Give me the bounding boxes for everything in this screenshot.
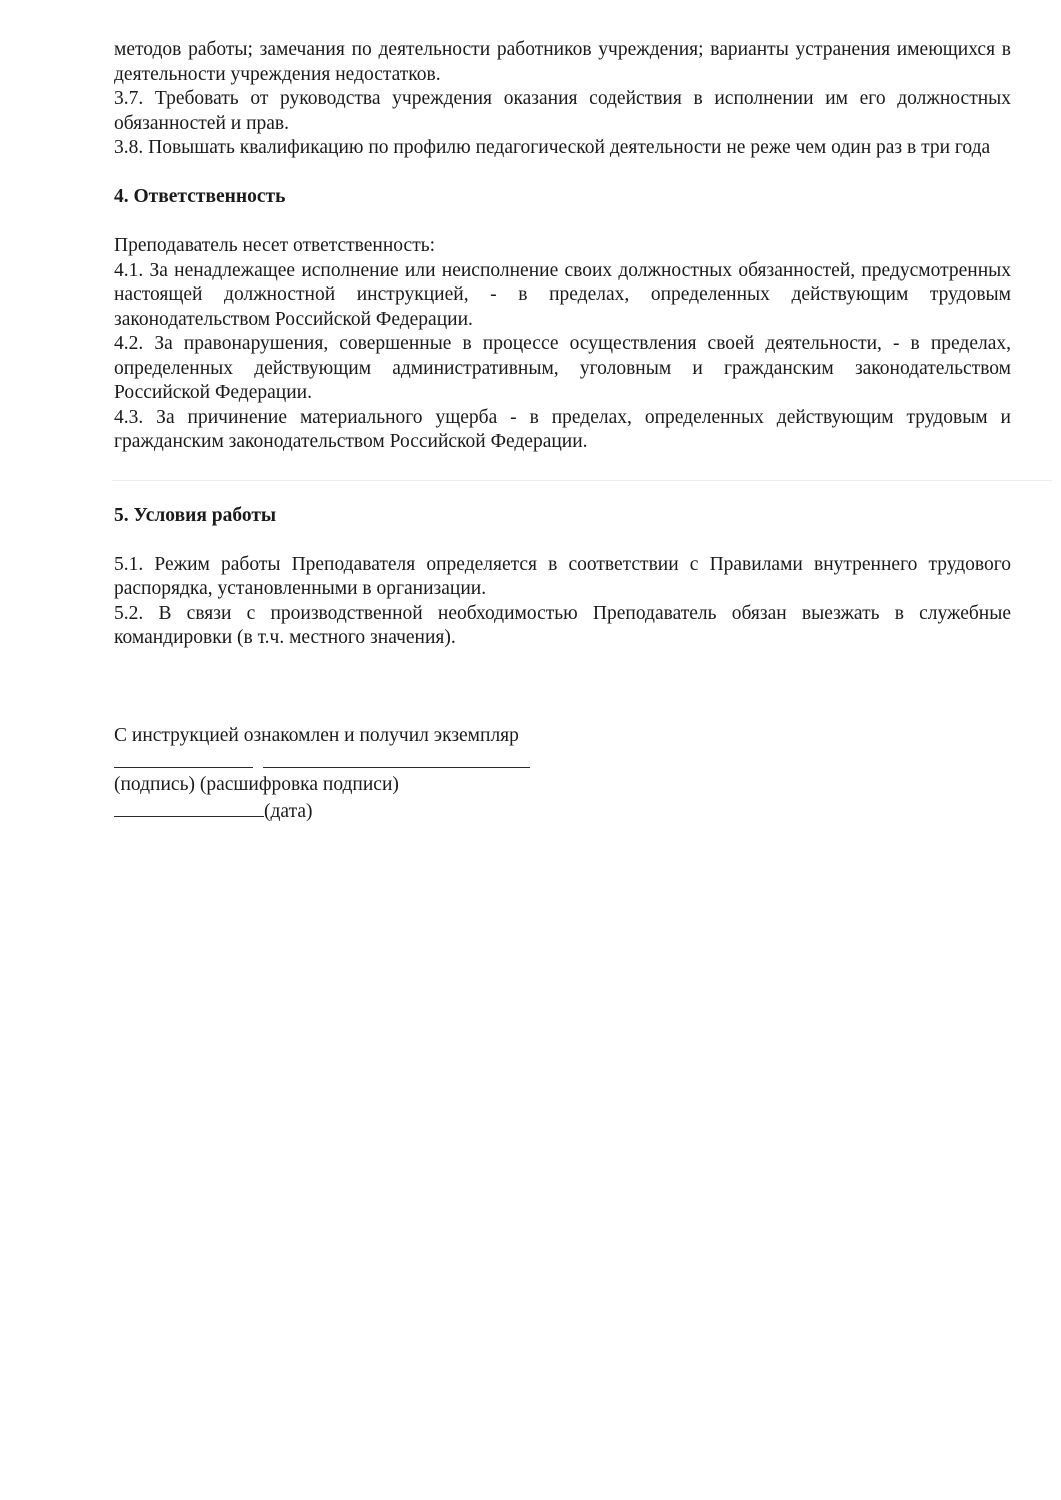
signature-lines-row bbox=[114, 749, 1011, 774]
date-line bbox=[114, 798, 264, 817]
signature-line bbox=[114, 749, 253, 768]
spacer bbox=[114, 455, 1011, 504]
section-3-continuation: методов работы; замечания по деятельности работников учреждения; варианты устранения имеющихся в деятельности учреждения недостатков. bbox=[114, 39, 1011, 85]
spacer bbox=[114, 210, 1011, 235]
signature-captions: (подпись) (расшифровка подписи) bbox=[114, 774, 399, 795]
item-5-1: 5.1. Режим работы Преподавателя определяется в соответствии с Правилами внутреннего трудового распорядка, установленными в организации. bbox=[114, 553, 1011, 599]
spacer bbox=[114, 651, 1011, 725]
section-4-intro: Преподаватель несет ответственность: bbox=[114, 235, 436, 256]
acknowledgement-text: С инструкцией ознакомлен и получил экземпляр bbox=[114, 725, 519, 746]
spacer bbox=[114, 161, 1011, 186]
item-3-8: 3.8. Повышать квалификацию по профилю педагогической деятельности не реже чем один раз в три года bbox=[114, 137, 991, 158]
signature-decryption-line bbox=[263, 749, 530, 768]
item-4-1: 4.1. За ненадлежащее исполнение или неисполнение своих должностных обязанностей, предусмотренных настоящей должностной инструкцией, - в пределах, определенных действующим трудовым законодательством Российской Федерации. bbox=[114, 259, 1011, 330]
item-4-3: 4.3. За причинение материального ущерба - в пределах, определенных действующим трудовым и гражданским законодательством Российской Федерации. bbox=[114, 406, 1011, 452]
item-3-7: 3.7. Требовать от руководства учреждения оказания содействия в исполнении им его должностных обязанностей и прав. bbox=[114, 88, 1011, 134]
document-page bbox=[114, 38, 1011, 822]
date-row bbox=[114, 798, 1011, 823]
item-4-2: 4.2. За правонарушения, совершенные в процессе осуществления своей деятельности, - в пределах, определенных действующим административным, уголовным и гражданским законодательством Российской Федерации. bbox=[114, 333, 1011, 403]
item-5-2: 5.2. В связи с производственной необходимостью Преподаватель обязан выезжать в служебные командировки (в т.ч. местного значения). bbox=[114, 602, 1011, 648]
section-4-heading: 4. Ответственность bbox=[114, 186, 286, 207]
date-caption: (дата) bbox=[264, 800, 313, 822]
section-5-heading: 5. Условия работы bbox=[114, 504, 277, 526]
spacer bbox=[114, 528, 1011, 553]
